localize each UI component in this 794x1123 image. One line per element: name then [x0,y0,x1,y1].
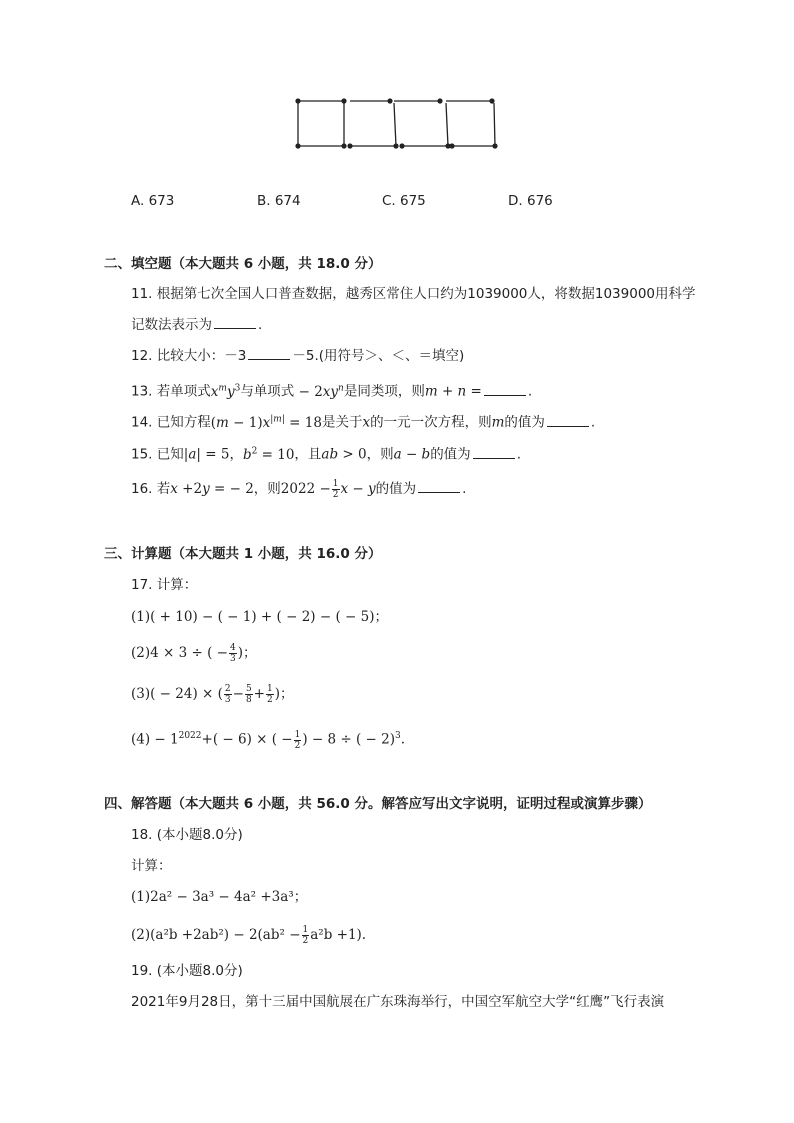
q15-text-d: 的值为 [430,446,471,463]
q14-text-b: 是关于 [321,414,363,431]
q14-equation: $(m - 1)x^{|m|} = 18$ [210,414,322,431]
q17-part4-text: (4) − 1 [131,731,179,748]
q14-text-d: 的值为 [504,414,545,431]
option-a: A. 673 [131,193,175,209]
q13: 13. 若单项式$x^my^3$与单项式 − $2xy^n$是同类项，则m + n = . [131,383,533,400]
answer-blank [484,383,526,396]
section-2-title: 二、填空题（本大题共 6 小题，共 18.0 分） [104,256,382,272]
fraction-1-2c: $\frac{1}{2}$ [302,925,309,946]
answer-blank [473,446,515,459]
q17-part1: (1)( + 10) − ( − 1) + ( − 2) − ( − 5)； [131,609,388,625]
q17-part2-end: )； [237,645,257,661]
q16-text-c: 的值为 [375,481,417,497]
q13-text-a: 13. 若单项式 [131,383,211,400]
q12-text-b: －5.(用符号＞、＜、＝填空) [292,348,465,364]
q18-label: 18. (本小题8.0分) [131,827,243,843]
q13-expr3: m + n = [424,383,482,400]
q16-text-a: 16. 若 [131,481,171,497]
q17-part3-text: (3)( − 24) × ( [131,686,223,702]
option-b: B. 674 [257,193,301,209]
q14-var-m: m [491,414,505,431]
q18-part2 [131,922,366,948]
q16-text-b: ，则 [253,481,281,497]
q13-text-c: 是同类项，则 [343,383,425,400]
q11-text: 记数法表示为 [131,317,212,333]
q15-cond2: $b^2 = 10$ [242,446,295,463]
q14-var: x [362,414,371,431]
exponent-3: 3 [395,731,401,741]
q14-text-c: 的一元一次方程，则 [370,414,492,431]
q11-line1: 11. 根据第七次全国人口普查数据，越秀区常住人口约为1039000人，将数据1039000用科学 [131,286,696,302]
q18-part2-end: a²b +1). [310,927,367,943]
q19-text: 2021年9月28日，第十三届中国航展在广东珠海举行，中国空军航空大学“红鹰”飞行表演 [131,994,665,1010]
q16-cond: x +2y = − 2 [170,481,254,497]
q17-part4-tail: ) − 8 ÷ ( − 2) [302,731,396,748]
exponent: 2022 [178,731,202,741]
fraction-half: $\frac{1}{2}$ [332,479,339,500]
q17-part4-end: . [400,731,406,748]
q15-cond1: |a| = 5 [183,446,230,463]
q13-expr2: − $2xy^n$ [294,383,344,400]
q19-label: 19. (本小题8.0分) [131,963,243,979]
q17-part4 [131,722,405,754]
q14-text-a: 14. 已知方程 [131,414,211,431]
answer-blank [248,347,290,360]
q17-minus: − [232,686,244,702]
fraction-1-2b: $\frac{1}{2}$ [294,729,301,751]
q18-part1: (1)2a² − 3a³ − 4a² +3a³； [131,889,308,905]
q17-label: 17. 计算： [131,577,198,593]
q17-part2 [131,639,256,667]
q11-line2: 记数法表示为 . [131,317,263,333]
q14: 14. 已知方程$(m - 1)x^{|m|} = 18$是关于x的一元一次方程，则m的值为 . [131,414,596,431]
q13-expr1: $x^my^3$ [210,383,241,400]
q17-part2-text: (2)4 × 3 ÷ ( − [131,645,228,661]
section-4-title: 四、解答题（本大题共 6 小题，共 56.0 分。解答应写出文字说明，证明过程或演算步骤） [104,796,652,812]
q17-part3-end: )； [274,686,294,702]
q13-text-b: 与单项式 [240,383,295,400]
q17-part3 [131,680,294,708]
section-3-title: 三、计算题（本大题共 1 小题，共 16.0 分） [104,546,382,562]
q17-part4-mid: +( − 6) × ( − [201,731,293,748]
q15-cond3: ab > 0 [321,446,367,463]
matchstick-figure [290,95,505,153]
q15-expr: a − b [393,446,431,463]
answer-blank [418,480,460,493]
q15-text-b: ，且 [294,446,322,463]
fraction-2-3: $\frac{2}{3}$ [224,684,231,705]
q15: 15. 已知|a| = 5，$b^2 = 10$，且ab > 0，则a − b的值为 . [131,446,521,463]
fraction-1-2: $\frac{1}{2}$ [266,684,273,705]
option-d: D. 676 [508,193,553,209]
q16: 16. 若x +2y = − 2，则2022 − $\frac{1}{2}$ x − y的值为 . [131,479,467,500]
q16-expr: 2022 − $\frac{1}{2}$ x − y [280,479,376,500]
q12-text-a: 12. 比较大小：－3 [131,348,247,364]
q17-plus: + [253,686,265,702]
q12 [131,347,464,365]
q15-text-c: ，则 [366,446,394,463]
q18-calc: 计算： [131,858,172,874]
option-c: C. 675 [382,193,426,209]
fraction-4-3: $\frac{4}{3}$ [229,643,236,664]
answer-blank [547,414,589,427]
q15-text-a: 15. 已知 [131,446,184,463]
fraction-5-8: $\frac{5}{8}$ [245,684,252,705]
q18-part2-text: (2)(a²b +2ab²) − 2(ab² − [131,927,301,943]
answer-blank [214,316,256,329]
